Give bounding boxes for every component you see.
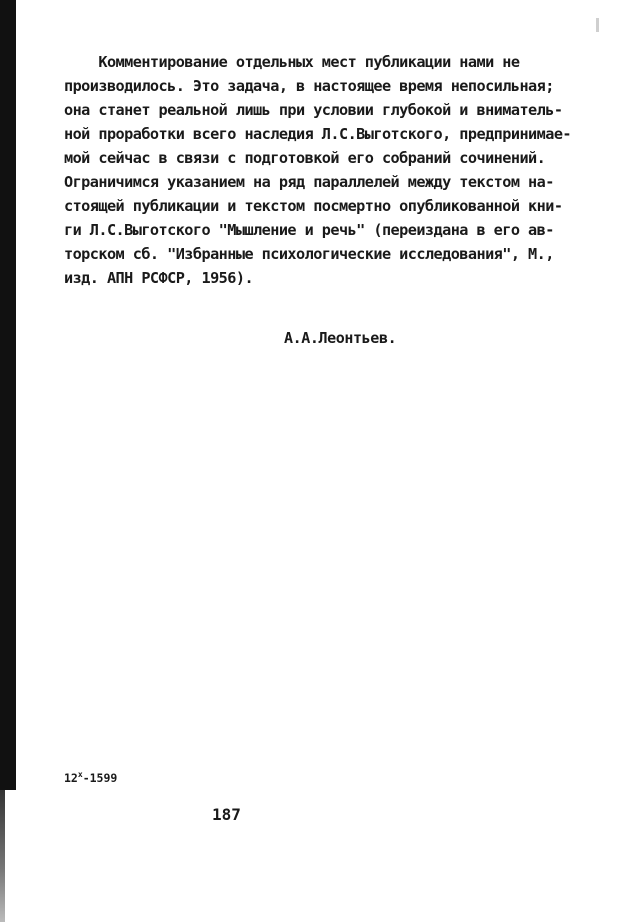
scan-binding-edge-lower (0, 790, 5, 922)
paragraph-line: изд. АПН РСФСР, 1956). (64, 269, 254, 287)
catalog-mark-suffix: -1599 (82, 771, 118, 785)
catalog-mark-superscript: х (77, 770, 83, 779)
paragraph-line: ги Л.С.Выготского "Мышление и речь" (переиздана в его ав- (64, 221, 554, 239)
paragraph-line: она станет реальной лишь при условии глубокой и вниматель- (64, 101, 563, 119)
paragraph-line: торском сб. "Избранные психологические исследования", М., (64, 245, 554, 263)
paragraph-line: производилось. Это задача, в настоящее время непосильная; (64, 77, 554, 95)
paragraph-line: Ограничимся указанием на ряд параллелей между текстом на- (64, 173, 554, 191)
paragraph-line: мой сейчас в связи с подготовкой его собраний сочинений. (64, 149, 546, 167)
paragraph-line: стоящей публикации и текстом посмертно опубликованной кни- (64, 197, 563, 215)
catalog-mark-base: 12 (64, 771, 78, 785)
page-number: 187 (212, 805, 241, 824)
main-paragraph (64, 50, 590, 290)
author-signature: А.А.Леонтьев. (284, 329, 397, 347)
paragraph-line: ной проработки всего наследия Л.С.Выготского, предпринимае- (64, 125, 572, 143)
scan-corner-mark (596, 18, 599, 32)
paragraph-line: Комментирование отдельных мест публикации нами не (64, 53, 520, 71)
catalog-mark (64, 766, 117, 784)
scan-binding-edge (0, 0, 16, 790)
